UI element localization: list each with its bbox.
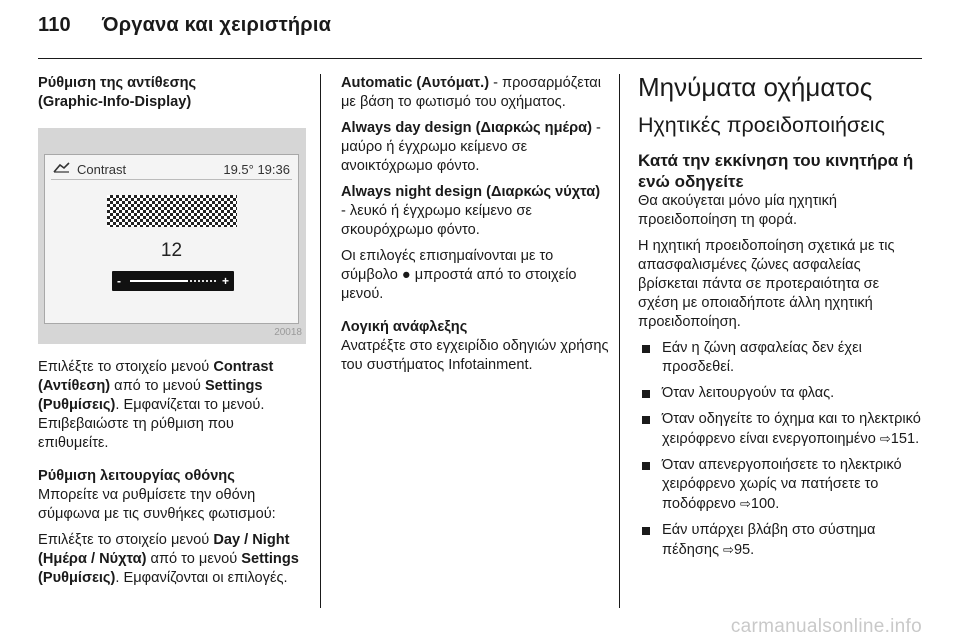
page-reference-link[interactable]: 95. (733, 542, 755, 558)
option-always-day (341, 119, 609, 176)
text: από το μενού (146, 551, 242, 567)
option-text: - προσαρμόζεται με βάση το φωτισμό του οχήματος. (341, 75, 601, 110)
contrast-test-pattern (107, 195, 237, 227)
page-reference-link[interactable]: 100. (750, 496, 780, 512)
list-item-text: Όταν λειτουργούν τα φλας. (662, 385, 835, 401)
paragraph-one-warning: Θα ακούγεται μόνο μία ηχητική προειδοποίηση τη φορά. (638, 193, 838, 228)
paragraph-display-mode: Μπορείτε να ρυθμίσετε την οθόνη σύμφωνα με τις συνθήκες φωτισμού: (38, 487, 276, 522)
paragraph-day-night (38, 531, 306, 588)
list-item (638, 521, 922, 560)
text: . Εμφανίζονται οι επιλογές. (115, 570, 288, 586)
list-item-text: Όταν οδηγείτε το όχημα και το ηλεκτρικό χειρόφρενο είναι ενεργοποιημένο (662, 411, 921, 447)
text: . Εμφανίζεται το μενού. Επιβεβαιώστε τη ρύθμιση που επιθυμείτε. (38, 397, 265, 451)
list-item (638, 456, 922, 514)
list-item (638, 410, 922, 449)
screen-title-text: Contrast (77, 162, 127, 177)
option-label: Always night design (Διαρκώς νύχτα) (341, 184, 601, 200)
header-rule (38, 58, 922, 59)
option-automatic (341, 74, 609, 112)
paragraph-seatbelt-priority: Η ηχητική προειδοποίηση σχετικά με τις απασφαλισμένες ζώνες ασφαλείας βρίσκεται πάντα σε προτεραιότητα σε σχέση με οποιαδήποτε άλλη ηχητική προειδοποίηση. (638, 238, 895, 330)
screen-divider (51, 179, 292, 180)
option-label: Always day design (Διαρκώς ημέρα) (341, 120, 592, 136)
menu-item-day-night: Day / Night (Ημέρα / Νύχτα) (38, 532, 290, 567)
column-2 (341, 74, 609, 382)
text: από το μενού (110, 378, 205, 394)
section-title-display-mode: Ρύθμιση λειτουργίας οθόνης (38, 468, 235, 484)
warning-conditions-list (638, 339, 922, 560)
watermark: carmanualsonline.info (730, 616, 922, 637)
heading-audible-warnings: Ηχητικές προειδοποιήσεις (638, 113, 885, 137)
screen-title (53, 160, 126, 179)
contrast-icon (53, 160, 71, 179)
section-title-line-1: Ρύθμιση της αντίθεσης (38, 75, 197, 91)
option-text: - μαύρο ή έγχρωμο κείμενο σε ανοικτόχρωμο φόντο. (341, 120, 601, 174)
slider-plus: + (221, 274, 229, 288)
column-divider-2 (619, 74, 620, 608)
contrast-slider (112, 271, 234, 291)
contrast-value: 12 (160, 240, 183, 261)
paragraph-contrast-instructions (38, 358, 306, 453)
section-title-ignition-logic: Λογική ανάφλεξης (341, 319, 468, 335)
cross-reference-arrow-icon: ⇨ (723, 542, 734, 557)
option-label: Automatic (Αυτόματ.) (341, 75, 490, 91)
page-title: Όργανα και χειριστήρια (102, 14, 332, 36)
menu-settings: Settings (Ρυθμίσεις) (38, 551, 299, 586)
slider-fill (130, 280, 188, 282)
text: Επιλέξτε το στοιχείο μενού (38, 532, 214, 548)
section-title-contrast (38, 74, 306, 112)
option-text: - λευκό ή έγχρωμο κείμενο σε σκουρόχρωμο φόντο. (341, 203, 532, 238)
menu-item-contrast: Contrast (Αντίθεση) (38, 359, 274, 394)
page-header (38, 14, 331, 37)
figure-code: 20018 (274, 327, 302, 338)
list-item-text: Όταν απενεργοποιήσετε το ηλεκτρικό χειρόφρενο χωρίς να πατήσετε το ποδόφρενο (662, 457, 902, 512)
heading-vehicle-messages: Μηνύματα οχήματος (638, 72, 873, 102)
column-3 (638, 74, 922, 567)
display-screen (44, 154, 299, 324)
heading-engine-start: Κατά την εκκίνηση του κινητήρα ή ενώ οδηγείτε (638, 151, 914, 191)
option-always-night (341, 183, 609, 240)
section-title-line-2: (Graphic-Info-Display) (38, 94, 192, 110)
page-number: 110 (38, 14, 71, 36)
list-item (638, 339, 922, 377)
screen-status: 19.5° 19:36 (223, 162, 290, 177)
menu-settings: Settings (Ρυθμίσεις) (38, 378, 263, 413)
list-item-text: Εάν η ζώνη ασφαλείας δεν έχει προσδεθεί. (662, 340, 862, 375)
slider-minus: - (117, 274, 121, 288)
text: Επιλέξτε το στοιχείο μενού (38, 359, 214, 375)
paragraph-options-note: Οι επιλογές επισημαίνονται με το σύμβολο ● μπροστά από το στοιχείο μενού. (341, 248, 577, 302)
contrast-display-illustration (38, 128, 306, 344)
column-1 (38, 74, 306, 595)
cross-reference-arrow-icon: ⇨ (739, 496, 751, 511)
list-item-text: Εάν υπάρχει βλάβη στο σύστημα πέδησης (662, 522, 876, 558)
column-divider-1 (320, 74, 321, 608)
paragraph-ignition-logic: Ανατρέξτε στο εγχειρίδιο οδηγιών χρήσης του συστήματος Infotainment. (341, 338, 609, 373)
page-reference-link[interactable]: 151. (890, 431, 920, 447)
cross-reference-arrow-icon: ⇨ (879, 431, 891, 446)
list-item (638, 384, 922, 403)
